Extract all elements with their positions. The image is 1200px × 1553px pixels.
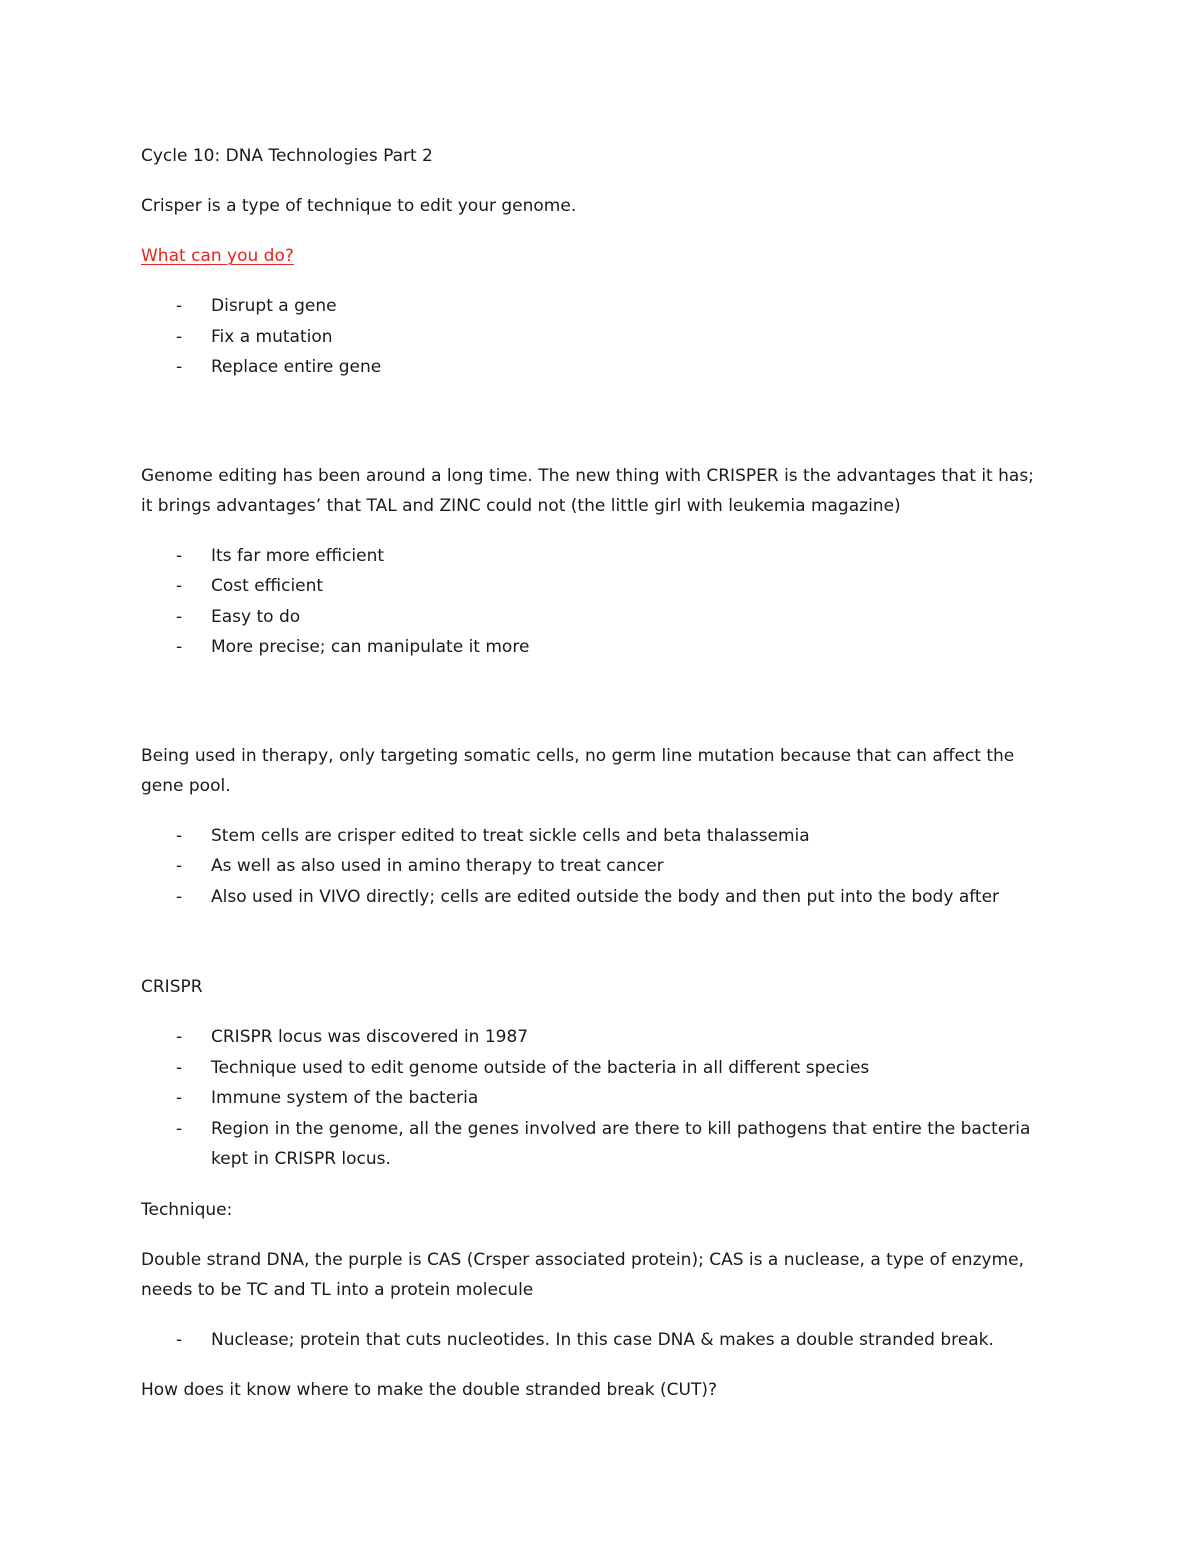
what-heading-text: What can you do? — [141, 246, 294, 266]
dash-bullet: - — [176, 1027, 183, 1047]
what-list — [141, 291, 1061, 383]
document-page — [141, 141, 1061, 1425]
dash-bullet: - — [176, 637, 183, 657]
dash-bullet: - — [176, 1057, 183, 1078]
advantages-list — [141, 541, 1061, 663]
dash-bullet: - — [176, 545, 183, 566]
dash-bullet: - — [176, 856, 183, 876]
dash-bullet: - — [176, 606, 183, 627]
list-item: - Replace entire gene — [141, 352, 1061, 383]
genome-editing-paragraph: Genome editing has been around a long time. The new thing with CRISPER is the advantages that it has; it brings advantages’ that TAL and ZINC could not (the little girl with leukemia magazine) — [141, 465, 1034, 516]
list-item: - As well as also used in amino therapy to treat cancer — [141, 851, 1061, 882]
crispr-heading: CRISPR — [141, 977, 203, 997]
list-item: - Region in the genome, all the genes involved are there to kill pathogens that entire the bacteria kept in CRISPR locus. — [141, 1114, 1061, 1175]
intro-paragraph: Crisper is a type of technique to edit your genome. — [141, 196, 577, 216]
dash-bullet: - — [176, 1088, 183, 1108]
list-item: - Cost efficient — [141, 571, 1061, 602]
list-item: - Disrupt a gene — [141, 291, 1061, 322]
list-item: - More precise; can manipulate it more — [141, 632, 1061, 663]
dash-bullet: - — [176, 576, 183, 596]
nuclease-list — [141, 1325, 1061, 1356]
therapy-list — [141, 821, 1061, 913]
therapy-paragraph: Being used in therapy, only targeting somatic cells, no germ line mutation because that can affect the gene pool. — [141, 745, 1015, 796]
list-item: - Easy to do — [141, 602, 1061, 633]
list-item: - CRISPR locus was discovered in 1987 — [141, 1022, 1061, 1053]
list-item: - Nuclease; protein that cuts nucleotides. In this case DNA & makes a double stranded break. — [141, 1325, 1061, 1356]
technique-paragraph: Double strand DNA, the purple is CAS (Crsper associated protein); CAS is a nuclease, a type of enzyme, needs to be TC and TL into a protein molecule — [141, 1249, 1024, 1300]
technique-heading: Technique: — [141, 1199, 233, 1220]
dash-bullet: - — [176, 326, 183, 347]
what-heading — [141, 241, 1061, 271]
question-paragraph: How does it know where to make the double stranded break (CUT)? — [141, 1380, 717, 1400]
dash-bullet: - — [176, 357, 183, 377]
document-title: Cycle 10: DNA Technologies Part 2 — [141, 146, 433, 166]
dash-bullet: - — [176, 1329, 183, 1350]
list-item: - Its far more efficient — [141, 541, 1061, 572]
list-item: - Also used in VIVO directly; cells are edited outside the body and then put into the body after — [141, 882, 1061, 913]
dash-bullet: - — [176, 296, 183, 316]
dash-bullet: - — [176, 825, 183, 846]
crispr-list — [141, 1022, 1061, 1175]
dash-bullet: - — [176, 886, 183, 907]
list-item: - Immune system of the bacteria — [141, 1083, 1061, 1114]
dash-bullet: - — [176, 1118, 183, 1139]
list-item: - Fix a mutation — [141, 322, 1061, 353]
list-item: - Technique used to edit genome outside of the bacteria in all different species — [141, 1053, 1061, 1084]
list-item: - Stem cells are crisper edited to treat sickle cells and beta thalassemia — [141, 821, 1061, 852]
